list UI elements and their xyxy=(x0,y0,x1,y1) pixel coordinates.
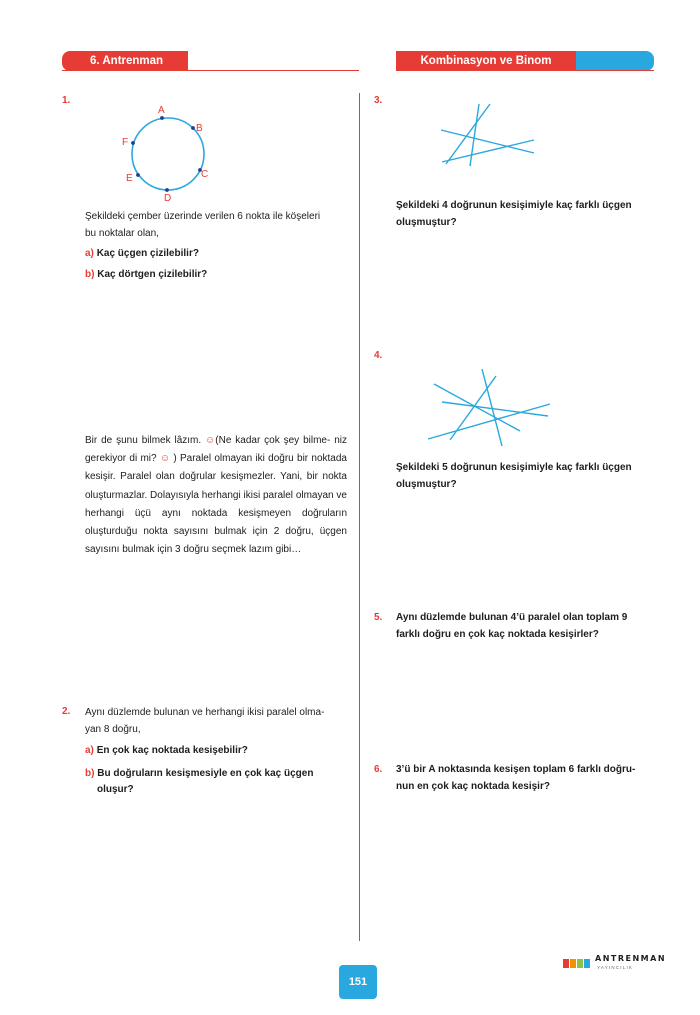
question-1-stem-line-1: Şekildeki çember üzerinde verilen 6 nokta ile köşeleri xyxy=(85,211,321,222)
question-4-stem-line-2: oluşmuştur? xyxy=(396,479,457,490)
header-right-blue-tab xyxy=(576,51,654,71)
label-c: C xyxy=(201,169,209,180)
question-5-number: 5. xyxy=(374,612,383,623)
question-2-part-b xyxy=(85,765,313,782)
label-e: E xyxy=(126,173,133,184)
explanation-note xyxy=(85,432,347,559)
part-b-label: b) xyxy=(85,768,95,779)
question-1-number: 1. xyxy=(62,95,71,106)
question-2-number: 2. xyxy=(62,706,71,717)
circle-six-points-figure xyxy=(115,100,225,208)
logo-subtitle: YAYINCILIK xyxy=(597,965,634,970)
question-2-stem-line-2: yan 8 doğru, xyxy=(85,724,141,735)
question-2-part-a xyxy=(85,742,248,759)
label-a: A xyxy=(158,105,165,116)
note-part-4: ) Paralel olmayan iki doğru bir noktada kesişir. Paralel olan doğrular kesişmezler. Yani, bir nokta oluşturmazlar. Dolayısıyla herhangi ikisi paralel olmayan ve herhangi üçü aynı noktada kesişmeyen doğruların oluşturduğu nokta sayısını bulmak için 2 doğru, üçgen sayısını bulmak için 3 doğru seçmek lazım gibi… xyxy=(85,453,347,556)
note-part-2: (Ne kadar çok şey bilme- xyxy=(215,435,331,446)
note-part-1: Bir de şunu bilmek lâzım. xyxy=(85,435,206,446)
label-d: D xyxy=(164,193,172,204)
publisher-logo xyxy=(563,954,667,974)
question-1-part-b xyxy=(85,266,207,283)
part-b-label: b) xyxy=(85,269,95,280)
logo-blocks-icon xyxy=(563,956,593,970)
smile-icon: ☺ xyxy=(205,435,216,446)
point-d xyxy=(165,188,169,192)
question-2-stem xyxy=(85,704,350,738)
question-4-stem xyxy=(396,459,656,493)
point-b xyxy=(191,126,195,130)
chapter-header-right: Kombinasyon ve Binom xyxy=(396,51,576,71)
label-f: F xyxy=(122,137,129,148)
question-1-stem-line-2: bu noktalar olan, xyxy=(85,228,159,239)
part-b-text-line-2: oluşur? xyxy=(97,784,134,795)
question-3-number: 3. xyxy=(374,95,383,106)
part-b-text: Kaç dörtgen çizilebilir? xyxy=(97,269,208,280)
part-a-label: a) xyxy=(85,745,94,756)
question-6-number: 6. xyxy=(374,764,383,775)
question-3-stem-line-2: oluşmuştur? xyxy=(396,217,457,228)
question-5-stem-line-1: Aynı düzlemde bulunan 4’ü paralel olan toplam 9 xyxy=(396,612,628,623)
note-part-3: niz gerekiyor di mi? xyxy=(85,435,347,465)
question-1-part-a xyxy=(85,245,199,262)
point-a xyxy=(160,116,164,120)
question-6-stem xyxy=(396,761,660,795)
question-6-stem-line-2: nun en çok kaç noktada kesişir? xyxy=(396,781,550,792)
question-1-stem xyxy=(85,208,347,242)
smile-icon: ☺ xyxy=(159,453,171,465)
page-number: 151 xyxy=(339,965,377,999)
column-divider xyxy=(359,93,360,941)
header-left-underline xyxy=(62,70,359,71)
question-4-number: 4. xyxy=(374,350,383,361)
question-5-stem xyxy=(396,609,660,643)
five-lines-figure xyxy=(420,366,555,446)
question-4-stem-line-1: Şekildeki 5 doğrunun kesişimiyle kaç farklı üçgen xyxy=(396,462,632,473)
question-2-stem-line-1: Aynı düzlemde bulunan ve herhangi ikisi paralel olma- xyxy=(85,707,325,718)
part-a-text: En çok kaç noktada kesişebilir? xyxy=(96,745,248,756)
part-b-text-line-1: Bu doğruların kesişmesiyle en çok kaç üçgen xyxy=(97,768,314,779)
question-3-stem xyxy=(396,197,656,231)
question-6-stem-line-1: 3’ü bir A noktasında kesişen toplam 6 farklı doğru- xyxy=(396,764,636,775)
question-3-stem-line-1: Şekildeki 4 doğrunun kesişimiyle kaç farklı üçgen xyxy=(396,200,632,211)
label-b: B xyxy=(196,123,203,134)
question-5-stem-line-2: farklı doğru en çok kaç noktada kesişirler? xyxy=(396,629,599,640)
point-f xyxy=(131,141,135,145)
header-right-underline xyxy=(396,70,654,71)
four-lines-figure xyxy=(438,100,538,172)
part-a-text: Kaç üçgen çizilebilir? xyxy=(96,248,199,259)
part-a-label: a) xyxy=(85,248,94,259)
point-e xyxy=(136,173,140,177)
logo-name: ANTRENMAN xyxy=(595,954,667,963)
chapter-header-left: 6. Antrenman xyxy=(62,51,188,71)
